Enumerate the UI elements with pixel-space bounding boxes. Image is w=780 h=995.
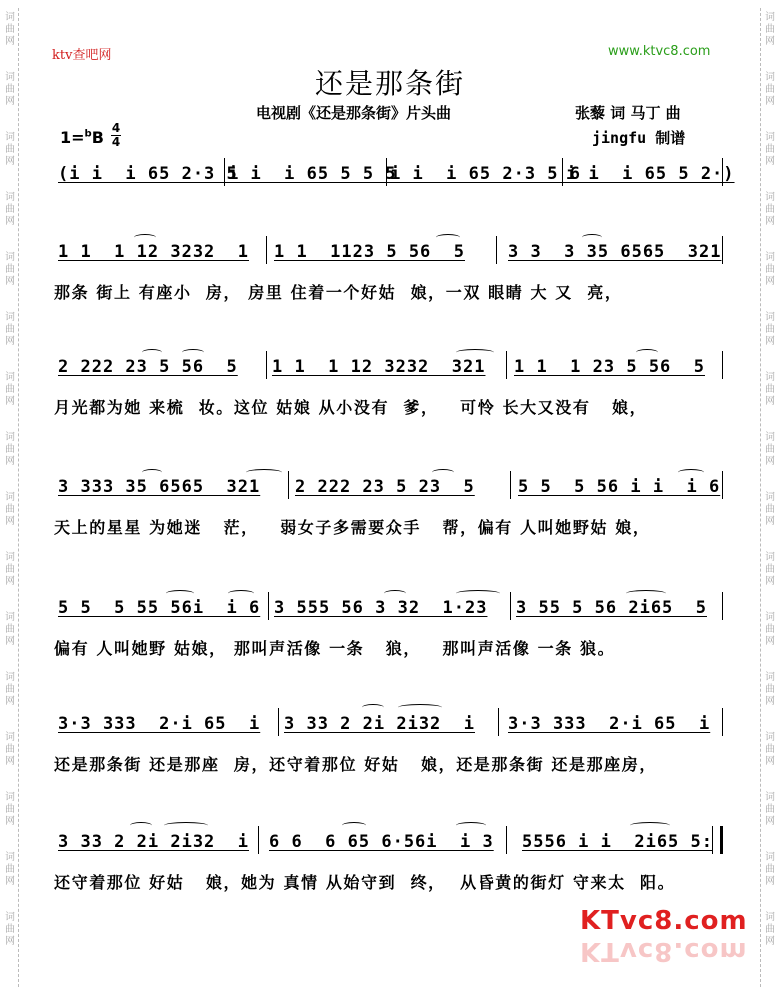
measure: 1 1 1 23 5 56 5 (514, 357, 705, 377)
slur (362, 704, 384, 711)
slur (456, 822, 486, 829)
lyric-row: 偏有 人叫她野 姑娘， 那叫声活像 一条 狼， 那叫声活像 一条 狼。 (54, 639, 616, 658)
lyric-row: 月光都为她 来梳 妆。这位 姑娘 从小没有 爹， 可怜 长大又没有 娘， (54, 398, 648, 417)
time-signature-top: 4 (111, 121, 121, 135)
notation-row (58, 830, 722, 852)
site-name-left[interactable]: ktv查吧网 (52, 48, 112, 63)
song-title: 还是那条街 (314, 67, 465, 100)
lyric-row: 还守着那位 好姑 娘，她为 真情 从始守到 终， 从昏黄的街灯 守来太 阳。 (54, 873, 676, 892)
measure: 5 5 5 55 56i i 6 (58, 598, 261, 618)
key-note: B (91, 128, 104, 147)
measure: 3 55 5 56 2i65 5 (516, 598, 707, 618)
key-prefix: 1= (60, 128, 85, 147)
notation-row (58, 475, 722, 497)
slur (398, 704, 442, 711)
notation-row (58, 355, 722, 377)
measure: 3·3 333 2·i 65 i (58, 714, 261, 734)
lyric-row: 那条 街上 有座小 房， 房里 住着一个好姑 娘，一双 眼睛 大 又 亮， (54, 283, 623, 302)
slur (342, 822, 366, 829)
barline (722, 592, 723, 620)
measure: 6 6 6 65 6·56i i 3 (269, 832, 494, 852)
measure: 3 33 2 2i 2i32 i (58, 832, 249, 852)
measure: 3·3 333 2·i 65 i (508, 714, 711, 734)
measure: 2 222 23 5 23 5 (295, 477, 475, 497)
measure: 5556 i i 2i65 5: (522, 832, 713, 852)
song-subtitle: 电视剧《还是那条街》片头曲 (256, 104, 452, 122)
site-logo-reflection: KTvc8.com (580, 936, 748, 966)
key-signature (60, 128, 104, 147)
right-border-line (760, 8, 761, 987)
site-logo: KTvc8.com (580, 906, 748, 936)
time-signature (110, 122, 122, 149)
measure: i i i 65 5 2·) (566, 164, 735, 184)
measure: 1 1 1 12 3232 1 (58, 242, 249, 262)
notation-row (58, 596, 722, 618)
measure: 3 33 2 2i 2i32 i (284, 714, 475, 734)
left-watermark-column: 词 曲 网 词 曲 网 词 曲 网 词 曲 网 词 曲 网 词 曲 网 词 曲 网 词 曲 网 词 曲 网 词 曲 网 词 曲 网 词 曲 网 词 曲 网 词 曲 网 词 曲 网 词 曲 网 (5, 12, 15, 947)
barline (722, 471, 723, 499)
lyric-row: 天上的星星 为她迷 茫， 弱女子多需要众手 帮，偏有 人叫她野姑 娘， (54, 518, 651, 537)
left-border-line (18, 8, 19, 987)
arranger-credit: jingfu 制谱 (592, 129, 686, 147)
song-credits: 张藜 词 马丁 曲 (575, 104, 681, 122)
measure: i i i 65 5 5 5 (228, 164, 397, 184)
measure: 2 222 23 5 56 5 (58, 357, 238, 377)
slur (630, 822, 670, 829)
measure: 3 555 56 3 32 1·23 (274, 598, 488, 618)
notation-row (58, 162, 735, 184)
measure: i i i 65 2·3 5 6 (390, 164, 581, 184)
slur (164, 822, 208, 829)
barline (722, 708, 723, 736)
notation-row (58, 240, 722, 262)
measure: 3 3 3 35 6565 321 (508, 242, 722, 262)
time-signature-bottom: 4 (111, 135, 121, 149)
notation-row (58, 712, 722, 734)
lyric-row: 还是那条街 还是那座 房，还守着那位 好姑 娘，还是那条街 还是那座房， (54, 755, 657, 774)
measure: (i i i 65 2·3 5 (58, 164, 238, 184)
barline (722, 236, 723, 264)
right-watermark-column: 词 曲 网 词 曲 网 词 曲 网 词 曲 网 词 曲 网 词 曲 网 词 曲 网 词 曲 网 词 曲 网 词 曲 网 词 曲 网 词 曲 网 词 曲 网 词 曲 网 词 曲 网 词 曲 网 (765, 12, 775, 947)
measure: 5 5 5 56 i i i 6 (518, 477, 721, 497)
key-flat: b (84, 128, 92, 140)
slur (130, 822, 152, 829)
measure: 1 1 1123 5 56 5 (274, 242, 465, 262)
barline (722, 351, 723, 379)
site-url-right[interactable]: www.ktvc8.com (608, 44, 711, 59)
measure: 1 1 1 12 3232 321 (272, 357, 486, 377)
measure: 3 333 35 6565 321 (58, 477, 261, 497)
